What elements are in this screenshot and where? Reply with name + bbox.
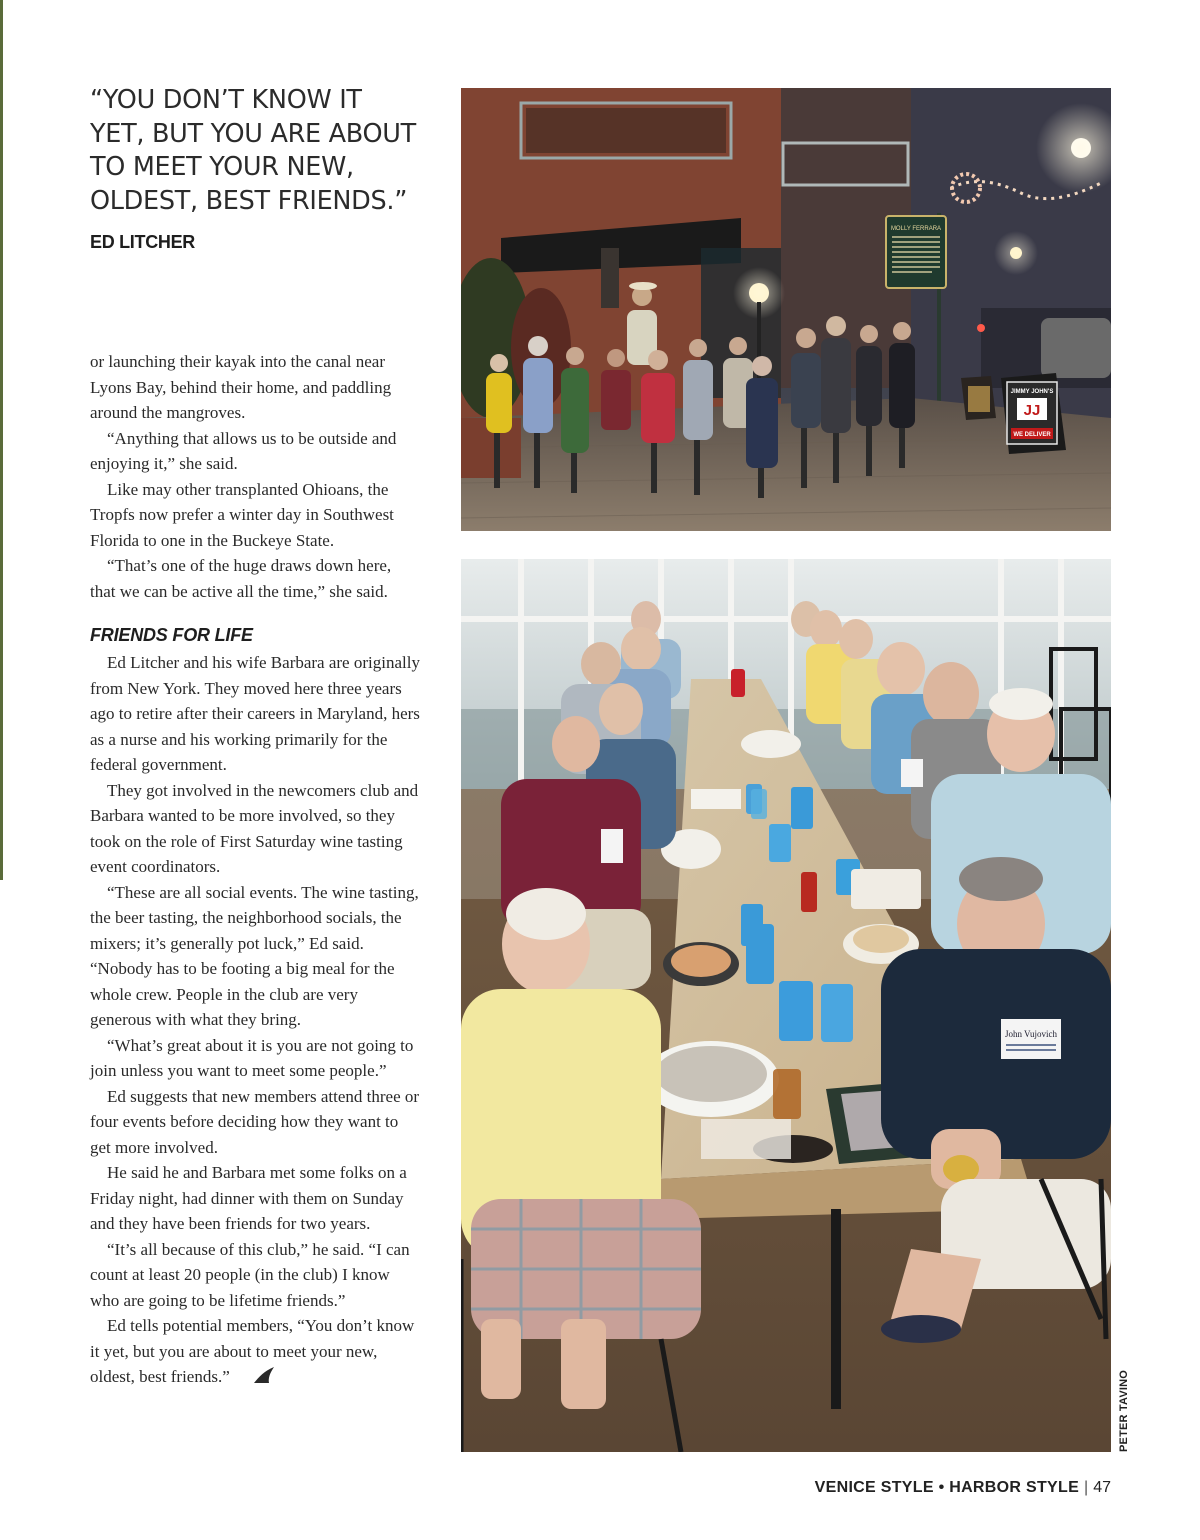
article-paragraph: or launching their kayak into the canal near Lyons Bay, behind their home, and paddling around the mangroves. [90,352,392,422]
jj-sign-mark: JJ [1023,402,1041,419]
article-paragraph-final [90,1313,420,1392]
article-paragraph: “Anything that allows us to be outside and enjoying it,” she said. [90,428,397,473]
footer-separator: | [1084,1479,1089,1496]
article-paragraph: “What’s great about it is you are not going to join unless you want to meet some people.” [90,1035,414,1080]
name-tag-text: John Vujovich [1004,1029,1058,1039]
article-body-column [90,349,420,1392]
page-footer [815,1479,1111,1497]
photo-credit: PETER TAVINO [1118,1369,1130,1452]
publication-name: VENICE STYLE • HARBOR STYLE [814,1479,1080,1496]
article-paragraph: “These are all social events. The wine tasting, the beer tasting, the neighborhood socials, the mixers; it’s generally pot luck,” Ed said. “Nobody has to be footing a big meal for the whole crew. People in the club are very generous with what they bring. [90,882,419,1029]
article-paragraph: “It’s all because of this club,” he said. “I can count at least 20 people (in the club) I know who are going to be lifetime friends.” [90,1239,410,1310]
article-paragraph: Ed Litcher and his wife Barbara are originally from New York. They moved here three years ago to retire after their careers in Maryland, hers as a nurse and his working primarily for the federal government. [90,653,420,774]
pull-quote: “YOU DON’T KNOW IT YET, BUT YOU ARE ABOUT TO MEET YOUR NEW, OLDEST, BEST FRIENDS.” [90,85,416,216]
pull-quote-attribution: ED LITCHER [90,232,196,252]
article-paragraph: He said he and Barbara met some folks on a Friday night, had dinner with them on Sunday and they have been friends for two years. [90,1163,407,1233]
street-tour-photo [461,88,1111,531]
page-number: 47 [1093,1479,1111,1496]
article-paragraph: “That’s one of the huge draws down here, that we can be active all the time,” she said. [90,556,392,601]
section-subhead: FRIENDS FOR LIFE [90,625,253,645]
article-paragraph: Ed suggests that new members attend three or four events before deciding how they want to get more involved. [90,1086,420,1157]
jj-sign-deliver: WE DELIVER [1013,432,1051,438]
article-paragraph: They got involved in the newcomers club and Barbara wanted to be more involved, so they took on the role of First Saturday wine tasting event coordinators. [90,780,419,876]
jj-sign-title: JIMMY JOHN'S [1010,389,1054,395]
jimmy-johns-sign [1001,373,1066,454]
article-paragraph: Like may other transplanted Ohioans, the Tropfs now prefer a winter day in Southwest Florida to one in the Buckeye State. [90,479,394,550]
dinner-group-photo [461,559,1111,1452]
page-edge-rule [0,0,3,880]
final-paragraph-text: Ed tells potential members, “You don’t know it yet, but you are about to meet your new, oldest, best friends.” [90,1316,415,1386]
shark-fin-end-icon [236,1366,275,1392]
historical-marker-title: MOLLY FERRARA [890,226,942,232]
